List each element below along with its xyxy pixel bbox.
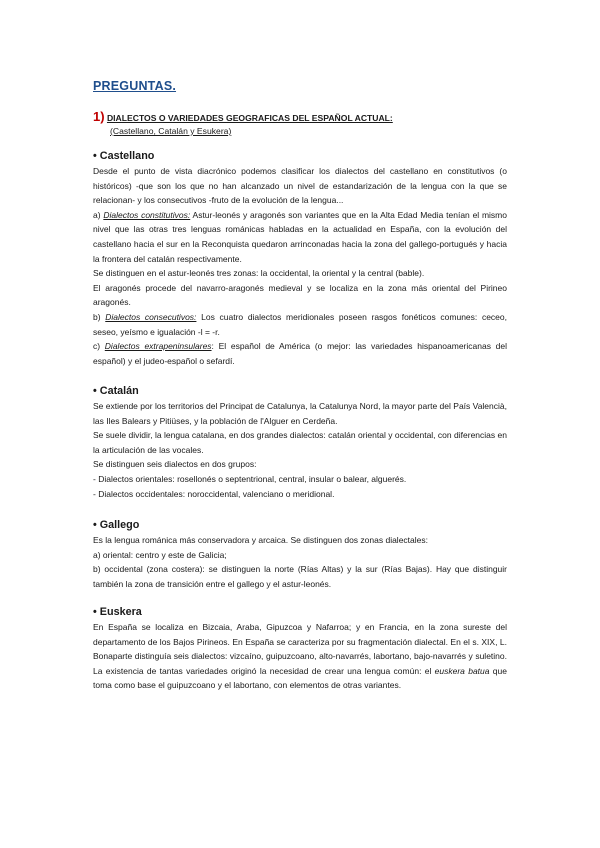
subheading: Dialectos consecutivos: bbox=[105, 311, 197, 322]
paragraph: Es la lengua románica más conservadora y arcaica. Se distinguen dos zonas dialectales: bbox=[93, 535, 428, 545]
subheading: Dialectos extrapeninsulares bbox=[104, 341, 212, 352]
section-gallego bbox=[93, 519, 507, 591]
question-subtitle: (Castellano, Catalán y Esukera) bbox=[110, 126, 232, 136]
paragraph-text: que toma como base el guipuzcoano y el labortano, con elementos de otras variantes. bbox=[93, 665, 507, 691]
paragraph: Desde el punto de vista diacrónico podemos clasificar los dialectos del castellano en constitutivos (o históricos) -que son los que no han alcanzado un nivel de estandarización de la lengua con la que se relacionan- y los consecutivos -fruto de la evolución de la lengua... bbox=[93, 166, 507, 206]
question-heading bbox=[93, 109, 393, 124]
paragraph: El aragonés procede del navarro-aragonés medieval y se localiza en la zona más oriental del Pirineo aragonés. bbox=[93, 282, 507, 308]
paragraph bbox=[93, 208, 507, 266]
paragraph: Se distinguen en el astur-leonés tres zonas: la occidental, la oriental y la central (bable). bbox=[93, 268, 425, 279]
paragraph bbox=[93, 310, 507, 339]
section-heading: • Euskera bbox=[93, 606, 142, 618]
subheading: Dialectos constitutivos: bbox=[103, 209, 191, 220]
page-title: PREGUNTAS. bbox=[93, 79, 177, 93]
question-text: DIALECTOS O VARIEDADES GEOGRAFICAS DEL ESPAÑOL ACTUAL: bbox=[106, 113, 393, 123]
section-catalan bbox=[93, 385, 507, 501]
paragraph bbox=[93, 620, 507, 693]
list-label: c) bbox=[93, 341, 101, 352]
paragraph: - Dialectos orientales: rosellonés o septentrional, central, insular o balear, alguerés. bbox=[93, 473, 407, 484]
section-castellano bbox=[93, 150, 507, 368]
italic-term: euskera batua bbox=[434, 665, 490, 676]
section-euskera bbox=[93, 606, 507, 693]
list-label: a) bbox=[93, 209, 101, 220]
paragraph: b) occidental (zona costera): se distinguen la norte (Rías Altas) y la sur (Rías Bajas). Hay que distinguir también la zona de transición entre el gallego y el astur-leonés. bbox=[93, 564, 507, 589]
section-heading: • Catalán bbox=[93, 385, 139, 397]
paragraph-text: Astur-leonés y aragonés son variantes que en la Alta Edad Media tenían el mismo nivel que las otras tres lenguas románicas habladas en la actualidad en España, con la evolución del castellano hacia el sur en la Reconquista quedaron arrinconadas hacia la zona del gallego-portugués y hacia la frontera del catalán respectivamente. bbox=[93, 209, 507, 264]
paragraph: Se distinguen seis dialectos en dos grupos: bbox=[93, 459, 257, 470]
list-label: b) bbox=[93, 311, 101, 322]
paragraph-text: En España se localiza en Bizcaia, Araba, Gipuzcoa y Nafarroa; y en Francia, en la zona sureste del departamento de los Bajos Pirineos. En España se caracteriza por su fragmentación dialectal. En el s. XIX, L. Bonaparte distinguía seis dialectos: vizcaíno, guipuzcoano, alto-navarrés, labortano, bajo-navarrés y suletino. La existencia de tantas variedades originó la necesidad de crear una lengua común: el bbox=[93, 622, 507, 676]
paragraph: - Dialectos occidentales: noroccidental, valenciano o meridional. bbox=[93, 488, 335, 499]
section-heading: • Castellano bbox=[93, 150, 155, 162]
paragraph: Se extiende por los territorios del Principat de Catalunya, la Catalunya Nord, la mayor parte del País Valencià, las Iles Balears y Pitiüses, y la población de l'Alguer en Cerdeña. bbox=[93, 401, 507, 426]
paragraph: a) oriental: centro y este de Galicia; bbox=[93, 549, 227, 560]
section-heading: • Gallego bbox=[93, 519, 140, 531]
paragraph-text: : El español de América (o mejor: las variedades hispanoamericanas del español) y el judeo-español o sefardí. bbox=[93, 341, 507, 366]
paragraph-text: Los cuatro dialectos meridionales poseen rasgos fonéticos comunes: ceceo, seseo, yeísmo e igualación -l = -r. bbox=[93, 311, 507, 337]
paragraph bbox=[93, 339, 507, 368]
question-number: 1) bbox=[93, 109, 105, 124]
paragraph: Se suele dividir, la lengua catalana, en dos grandes dialectos: catalán oriental y occidental, con diferencias en la articulación de las vocales. bbox=[93, 430, 507, 455]
